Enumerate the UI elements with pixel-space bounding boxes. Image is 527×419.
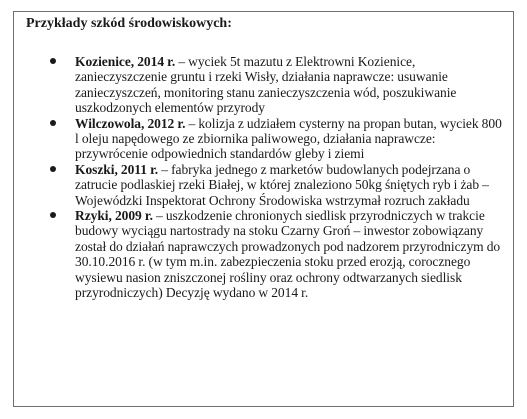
list-item bbox=[49, 208, 504, 300]
item-place: Rzyki, 2009 r. bbox=[75, 208, 153, 224]
bullet-dot bbox=[50, 212, 56, 218]
bullet-dot bbox=[50, 120, 56, 126]
list-item bbox=[49, 116, 504, 162]
list-item bbox=[49, 54, 504, 116]
item-place: Koszki, 2011 r. bbox=[75, 161, 159, 177]
item-description: – kolizja z udziałem cysterny na propan butan, wyciek 800 l oleju napędowego ze zbiornika paliwowego, działania naprawcze: przywrócenie odpowiednich standardów gleby i ziemi bbox=[75, 115, 502, 162]
item-description: – wyciek 5t mazutu z Elektrowni Kozienice, zanieczyszczenie gruntu i rzeki Wisły, działania naprawcze: usuwanie zanieczyszczeń, monitoring stanu zanieczyszczenia wód, poszukiwanie uszkodzonych elementów przyrody bbox=[75, 54, 457, 116]
examples-list bbox=[49, 54, 504, 301]
text-box bbox=[13, 11, 514, 407]
bullet-dot bbox=[50, 58, 56, 64]
item-place: Wilczowola, 2012 r. bbox=[75, 115, 186, 131]
box-heading: Przykłady szkód środowiskowych: bbox=[26, 16, 232, 31]
item-description: – uszkodzenie chronionych siedlisk przyrodniczych w trakcie budowy wyciągu nartostrady na stoku Czarny Groń – inwestor zobowiązany został do działań naprawczych prowadzonych pod nadzorem przyrodniczym do 30.10.2016 r. (w tym m.in. zabezpieczenia stoku przed erozją, corocznego wysiewu nasion zniszczonej rośliny oraz ochrony odtwarzanych siedlisk przyrodniczych) Decyzję wydano w 2014 r. bbox=[75, 208, 501, 301]
bullet-dot bbox=[50, 166, 56, 172]
item-place: Kozienice, 2014 r. bbox=[75, 54, 176, 69]
list-item bbox=[49, 162, 504, 208]
item-description: – fabryka jednego z marketów budowlanych podejrzana o zatrucie podlaskiej rzeki Białej, w której znaleziono 50kg śniętych ryb i żab – Wojewódzki Inspektorat Ochrony Środowiska wstrzymał rozruch zakładu bbox=[75, 161, 489, 208]
